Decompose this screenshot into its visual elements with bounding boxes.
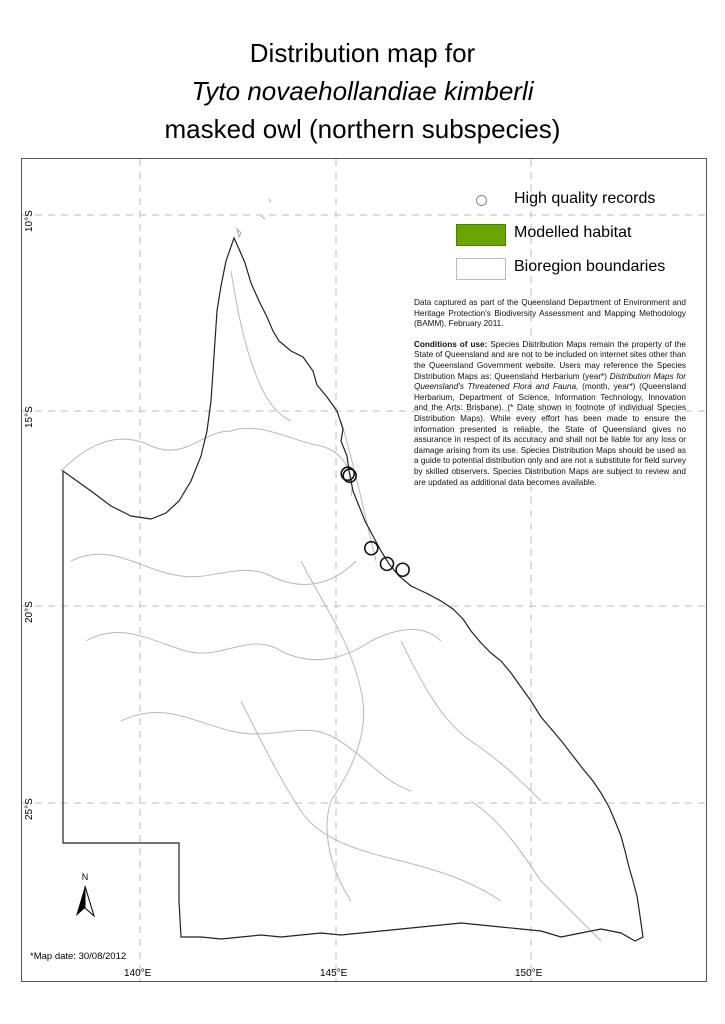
record-marker — [380, 557, 393, 570]
lon-label-140: 140°E — [124, 968, 152, 979]
legend — [452, 188, 692, 290]
legend-habitat — [452, 222, 692, 256]
north-arrow — [72, 872, 98, 920]
conditions-heading: Conditions of use: — [414, 339, 488, 349]
lat-label-25: 25°S — [24, 798, 35, 820]
conditions-text-2: (month, year*) (Queensland Herbarium, Department of Science, Information Technology, Innovation and the Arts: Brisbane). (* Date shown in footnote of individual Species Distribution Maps). While every effort has been made to ensure the information presented is reliable, the State of Queensland gives no assurance in respect of its accuracy and shall not be liable for any loss or damage arising from its use. Species Distribution Maps should be used as a guide to potential distribution only and are not a substitute for field survey by skilled observers. Species Distribution Maps are subject to review and are updated as additional data becomes available. — [414, 382, 687, 487]
bioregion-swatch-icon — [456, 258, 506, 280]
record-symbol-icon — [476, 195, 487, 206]
legend-habitat-label: Modelled habitat — [514, 224, 632, 241]
lat-label-15: 15°S — [24, 406, 35, 428]
lat-label-10: 10°S — [24, 210, 35, 232]
record-marker — [365, 542, 378, 555]
lon-label-150: 150°E — [515, 968, 543, 979]
record-marker — [396, 563, 409, 576]
north-arrow-icon — [72, 872, 98, 920]
legend-bioregion — [452, 256, 692, 290]
habitat-swatch-icon — [456, 224, 506, 246]
title-common-name: masked owl (northern subspecies) — [164, 114, 561, 144]
title-species: Tyto novaehollandiae kimberli — [191, 76, 534, 106]
map-title — [0, 34, 725, 148]
conditions-text-italic: Distribution Maps for Queensland's Threatened Flora and Fauna, — [414, 371, 686, 392]
data-capture-note: Data captured as part of the Queensland Department of Environment and Heritage Protection's Biodiversity Assessment and Mapping Methodology (BAMM), February 2011. — [414, 298, 686, 329]
map-notes — [414, 298, 686, 498]
legend-records-label: High quality records — [514, 190, 656, 207]
conditions-of-use — [414, 340, 686, 488]
legend-bioregion-label: Bioregion boundaries — [514, 258, 666, 275]
conditions-text-1: Species Distribution Maps remain the property of the State of Queensland and are not to be included on internet sites other than the Queensland Government website. Users may reference the Species Distribution Maps as: Queensland Herbarium (year*) — [414, 339, 686, 381]
title-line-1: Distribution map for — [249, 38, 476, 68]
map-date: *Map date: 30/08/2012 — [30, 951, 127, 962]
lon-label-145: 145°E — [320, 968, 348, 979]
lat-label-20: 20°S — [24, 601, 35, 623]
legend-records — [452, 188, 692, 222]
north-label: N — [81, 872, 89, 882]
